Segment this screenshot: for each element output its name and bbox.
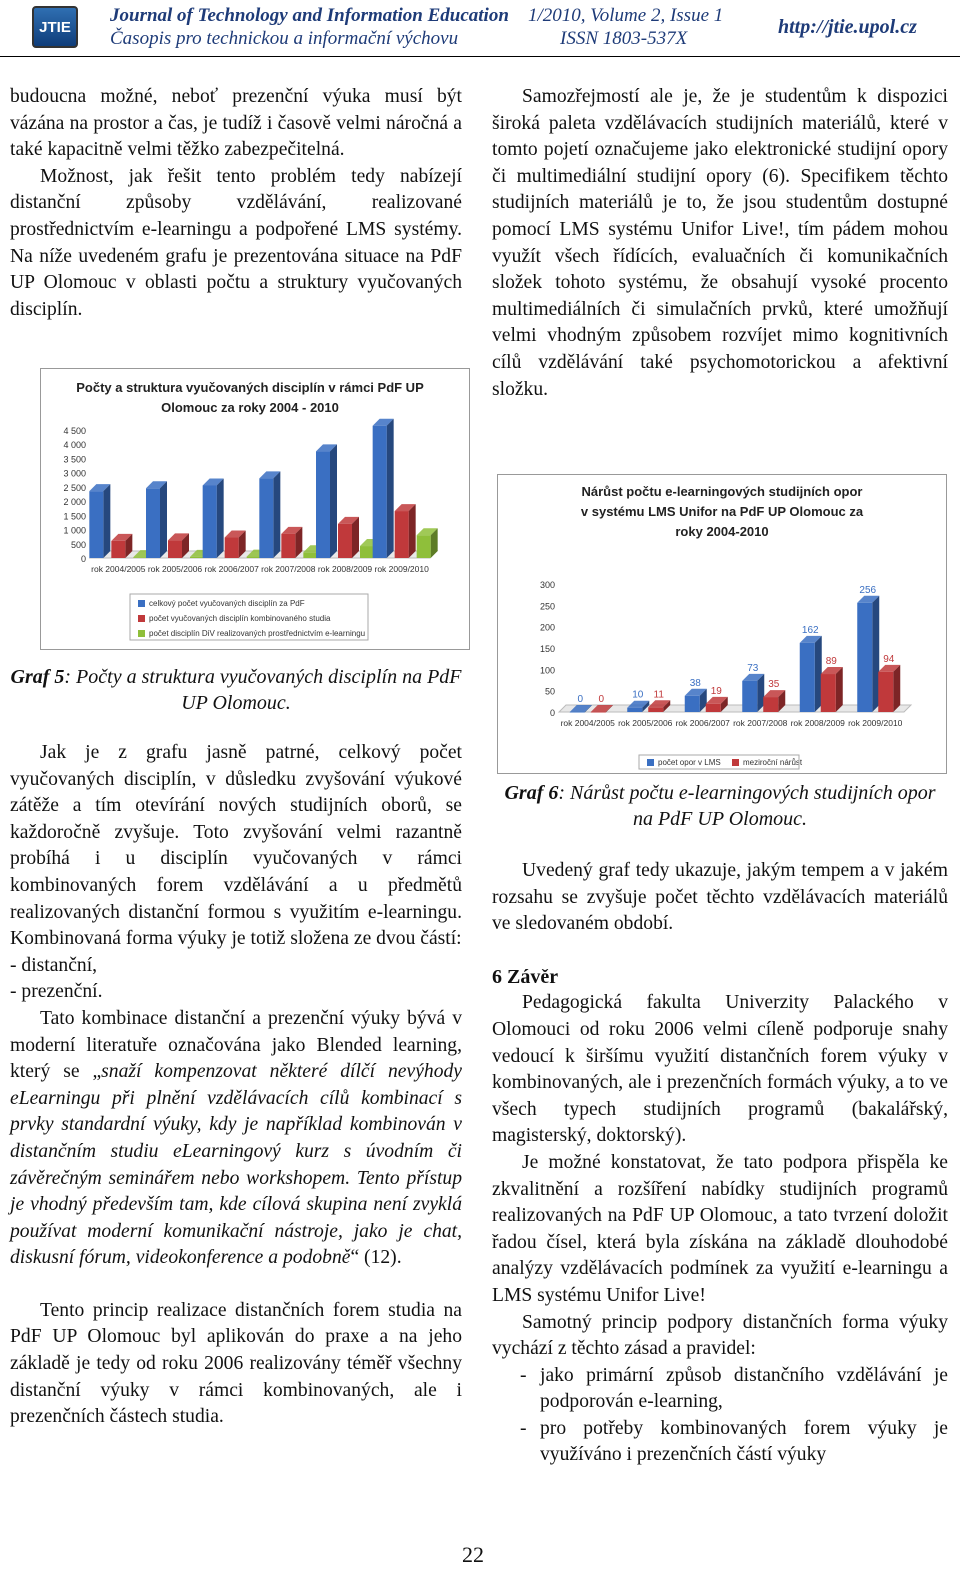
data-label: 73 [747, 662, 759, 674]
data-label: 162 [801, 624, 819, 636]
bar-side [352, 517, 359, 558]
x-tick-label: rok 2009/2010 [848, 718, 903, 728]
bar [190, 557, 204, 558]
data-label: 89 [825, 656, 837, 668]
x-tick-label: rok 2005/2006 [147, 564, 203, 574]
list-text: pro potřeby kombinovaných forem výuky je využíváno i prezenčních částí výuky [540, 1417, 948, 1466]
bar [259, 478, 273, 558]
chart-graf-6 [497, 474, 947, 774]
x-tick-label: rok 2006/2007 [204, 564, 259, 574]
quote-text: snaží kompenzovat některé dílčí nevýhody eLearningu při plnění vzdělávacích cílů kombinací s prvky standardní výuky, kdy je například kombinován v distančním studiu eLearningový kurz s úvodním či závěrečným seminářem nebo workshopem. Tento přístup je vhodný především tam, kde cílová skupina není zvyklá používat moderní komunikační nástroje, jako je chat, diskusní fórum, videokonference a podobně [10, 1061, 462, 1269]
bar [133, 557, 147, 558]
page-header [0, 0, 960, 57]
right-column-top [492, 84, 948, 403]
section-heading: 6 Závěr [492, 965, 559, 988]
caption-label: Graf 5 [10, 666, 65, 688]
left-column-top [10, 84, 462, 323]
left-column-bottom [10, 740, 462, 1431]
legend-label: počet vyučovaných disciplín kombinovaného studia [149, 614, 331, 623]
legend-swatch [138, 630, 145, 637]
bar-side [872, 596, 879, 712]
caption-label: Graf 6 [504, 782, 559, 804]
x-tick-label: rok 2005/2006 [618, 718, 673, 728]
bar [281, 534, 295, 558]
bar [648, 707, 663, 712]
bar-side [409, 504, 416, 558]
bar [821, 674, 836, 712]
x-tick-label: rok 2004/2005 [560, 718, 615, 728]
chart-title-line: roky 2004-2010 [675, 524, 769, 539]
bar-side [387, 419, 394, 558]
data-label: 19 [710, 685, 722, 697]
chart-title-line: Olomouc za roky 2004 - 2010 [161, 400, 339, 415]
paragraph: Jak je z grafu jasně patrné, celkový počet vyučovaných disciplín, v důsledku zvyšování výukové zátěže a tím otevírání nových studijních oborů, se každoročně zvyšuje. Toto zvyšování velmi razantně probíhá i u disciplín vyučovaných v rámci kombinovaných forem vzdělávání a u předmětů realizovaných distanční formou s využitím e-learningu. Kombinovaná forma výuky je totiž složena ze dvou částí: [10, 742, 462, 950]
page-number: 22 [462, 1542, 484, 1567]
list-dash: - [520, 1364, 527, 1386]
quote-citation: “ (12). [350, 1247, 402, 1269]
bar [627, 708, 642, 712]
y-tick-label: 0 [549, 708, 555, 718]
legend-swatch [647, 759, 654, 766]
legend-swatch [138, 600, 145, 607]
bar [417, 535, 431, 558]
x-tick-label: rok 2007/2008 [261, 564, 316, 574]
x-tick-label: rok 2008/2009 [790, 718, 845, 728]
journal-logo: JTIE [32, 6, 78, 48]
bar-side [815, 636, 822, 712]
paragraph: Možnost, jak řešit tento problém tedy nabízejí distanční způsoby vzdělávání, realizované prostřednictvím e-learningu a podpořené LMS systémy. Na níže uvedeném grafu je prezentována situace na PdF UP Olomouc v oblasti počtu a struktury vyučovaných disciplín. [10, 165, 462, 320]
paragraph: Samozřejmostí ale je, že je studentům k dispozici široká paleta vzdělávacích studijních materiálů, které v tomto pojetí označujeme jako elektronické studijní opory či multimediální studijní opory (6). Specifikem těchto studijních materiálů je to, že jsou studentům dostupné pomocí LMS systému Unifor Live!, tím pádem mohou využít všech řídících, evaluačních či komunikačních složek tohoto systému, že obsahují vysoké procento multimediálních či simulačních prvků, které umožňují velmi vhodným způsobem rozvíjet mimo kognitivních cílů vzdělávání také psychomotorickou a afektivní složku. [492, 86, 948, 400]
list-text: jako primární způsob distančního vzdělávání je podporován e-learning, [540, 1364, 948, 1413]
paragraph: budoucna možné, neboť prezenční výuka musí být vázána na prostor a čas, je tudíž i časově velmi náročná a také kapacitně velmi těžko zabezpečitelná. [10, 86, 462, 161]
legend-label: celkový počet vyučovaných disciplín za PdF [149, 599, 305, 608]
bar [360, 546, 374, 558]
x-tick-label: rok 2008/2009 [317, 564, 373, 574]
bar [168, 540, 182, 558]
journal-url-link[interactable]: http://jtie.upol.cz [778, 16, 917, 38]
journal-name-cz: Časopis pro technickou a informační výchovu [110, 28, 459, 49]
bar [800, 643, 815, 712]
x-tick-label: rok 2009/2010 [374, 564, 429, 574]
list-item [492, 1416, 948, 1469]
y-tick-label: 250 [539, 601, 555, 612]
bar-side [273, 471, 280, 558]
bar [742, 681, 757, 712]
data-label: 0 [598, 694, 605, 705]
bar [247, 557, 261, 558]
data-label: 94 [883, 653, 895, 665]
bar-side [160, 481, 167, 558]
bar-side [330, 444, 337, 558]
y-tick-label: 150 [539, 644, 555, 654]
y-tick-label: 300 [539, 580, 555, 590]
journal-issue: 1/2010, Volume 2, Issue 1 [528, 5, 724, 26]
bar [225, 538, 239, 558]
list-item: - distanční, [10, 954, 98, 976]
right-column-bottom [492, 858, 948, 1469]
legend-label: počet opor v LMS [658, 758, 721, 767]
caption-text: : Nárůst počtu e-learningových studijních opor na PdF UP Olomouc. [558, 782, 936, 830]
paragraph: Uvedený graf tedy ukazuje, jakým tempem a v jakém rozsahu se zvyšuje počet těchto vzdělávacích materiálů ve sledovaném období. [492, 860, 948, 935]
bar [878, 672, 893, 712]
bar [591, 712, 606, 713]
chart-title-line: Nárůst počtu e-learningových studijních opor [581, 484, 863, 499]
bar [685, 696, 700, 712]
bar-side [217, 478, 224, 558]
legend-swatch [732, 759, 739, 766]
chart-title-line: Počty a struktura vyučovaných disciplín v rámci PdF UP [76, 380, 424, 395]
y-tick-label: 2 000 [63, 497, 86, 508]
x-tick-label: rok 2007/2008 [733, 718, 788, 728]
bar [706, 704, 721, 712]
bar [373, 426, 387, 558]
y-tick-label: 500 [70, 539, 86, 550]
y-tick-label: 50 [544, 686, 555, 697]
bar [570, 712, 585, 713]
bar [857, 603, 872, 712]
legend-label: meziroční nárůst [743, 758, 803, 767]
bar [203, 485, 217, 558]
paragraph-quote [10, 1006, 462, 1272]
bar [303, 552, 317, 558]
x-tick-label: rok 2004/2005 [91, 564, 146, 574]
x-tick-label: rok 2006/2007 [675, 718, 730, 728]
list-item: - prezenční. [10, 981, 103, 1003]
y-tick-label: 3 000 [63, 468, 86, 479]
data-label: 35 [768, 679, 780, 691]
legend-swatch [138, 615, 145, 622]
y-tick-label: 0 [80, 554, 86, 564]
data-label: 11 [653, 689, 664, 701]
y-tick-label: 4 500 [63, 426, 86, 436]
data-label: 38 [689, 677, 701, 689]
journal-issn: ISSN 1803-537X [560, 28, 688, 49]
data-label: 256 [859, 584, 877, 596]
bar-side [103, 484, 110, 558]
paragraph: Samotný princip podpory distančních forma výuky vychází z těchto zásad a pravidel: [492, 1311, 948, 1360]
bar [316, 451, 330, 558]
bar [338, 524, 352, 558]
bar [395, 511, 409, 558]
journal-name-en: Journal of Technology and Information Education [110, 5, 509, 26]
y-tick-label: 3 500 [63, 454, 86, 465]
quote-lead: Tato kombinace distanční a prezenční výuky bývá v moderní literatuře označována jako Blended learning, který se „ [10, 1007, 462, 1083]
figure-caption-5 [10, 664, 462, 716]
paragraph: Pedagogická fakulta Univerzity Palackého v Olomouci od roku 2006 velmi cíleně podporuje snahy vedoucí k širšímu využití distančních forem výuky v kombinovaných, ale i prezenčních formách výuky, a to ve všech typech studijních programů (bakalářský, magisterský, doktorský). [492, 992, 948, 1147]
bar-side [893, 665, 900, 712]
bar [89, 491, 103, 558]
legend-label: počet disciplín DiV realizovaných prostřednictvím e-learningu [149, 629, 366, 638]
y-tick-label: 100 [539, 665, 555, 676]
y-tick-label: 2 500 [63, 482, 86, 493]
data-label: 0 [577, 694, 584, 705]
bar-side [836, 667, 843, 712]
y-tick-label: 1 500 [63, 511, 86, 522]
paragraph: Je možné konstatovat, že tato podpora přispěla ke zkvalitnění a rozšíření nabídky studijních programů realizovaných na PdF UP Olomouc, a tato tvrzení doložit řadou čísel, která byla získána na základě dlouhodobé analýzy vzdělávacích podmínek za využití e-learningu a LMS systému Unifor Live! [492, 1151, 948, 1306]
chart-graf-5 [40, 368, 470, 650]
y-tick-label: 4 000 [63, 440, 86, 451]
bar [111, 541, 125, 558]
bar [763, 697, 778, 712]
paragraph: Tento princip realizace distančních forem studia na PdF UP Olomouc byl aplikován do praxe a na jeho základě je tedy od roku 2006 realizovány téměř všechny distanční výuky v rámci kombinovaných, ale i prezenčních částech studia. [10, 1299, 462, 1428]
bar [146, 488, 160, 558]
caption-text: : Počty a struktura vyučovaných disciplín na PdF UP Olomouc. [64, 666, 462, 714]
list-dash: - [520, 1417, 527, 1439]
y-tick-label: 200 [539, 622, 555, 633]
figure-caption-6 [492, 780, 948, 832]
data-label: 10 [632, 689, 644, 701]
list-item [492, 1363, 948, 1416]
chart-title-line: v systému LMS Unifor na PdF UP Olomouc za [580, 504, 864, 519]
y-tick-label: 1 000 [63, 525, 86, 536]
